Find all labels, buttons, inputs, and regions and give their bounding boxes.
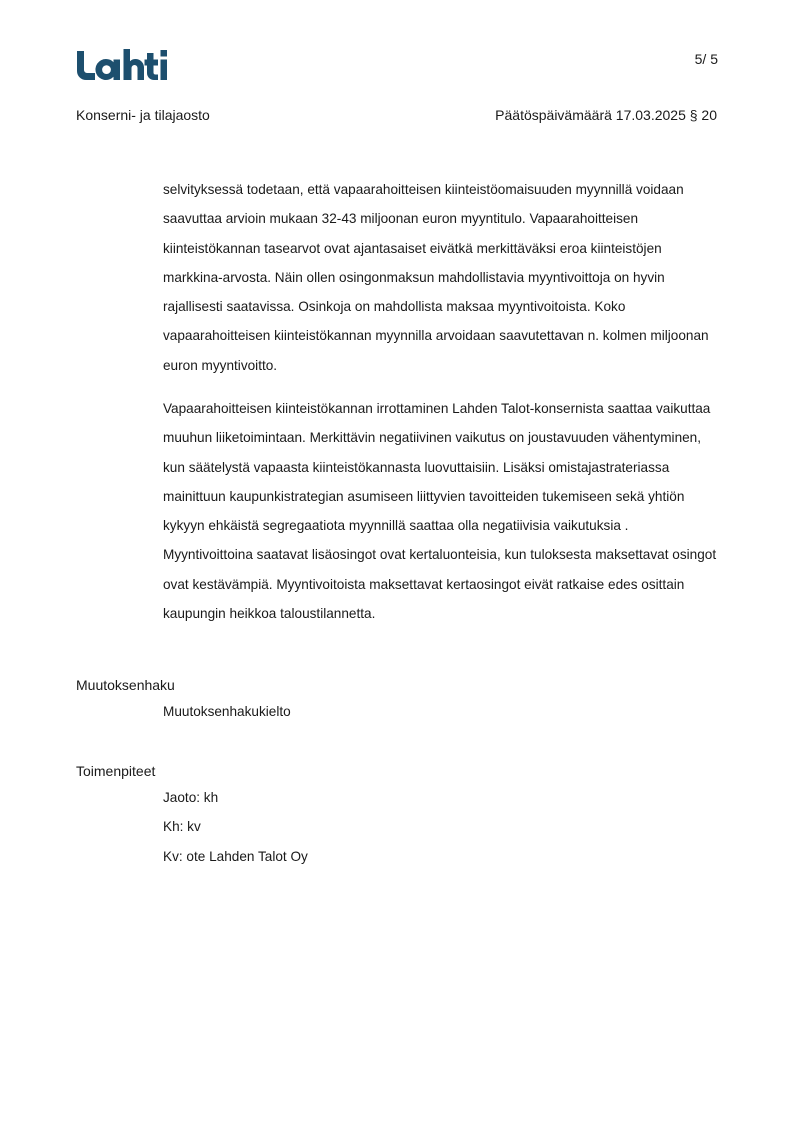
- toimenpide-item: Kh: kv: [163, 819, 201, 834]
- toimenpide-item: Jaoto: kh: [163, 790, 219, 805]
- muutoksenhaku-value: Muutoksenhakukielto: [163, 704, 291, 719]
- decision-date: Päätöspäivämäärä 17.03.2025 § 20: [495, 107, 717, 123]
- muutoksenhaku-heading: Muutoksenhaku: [76, 677, 175, 693]
- organ-name: Konserni- ja tilajaosto: [76, 107, 210, 123]
- body-paragraph-1: selvityksessä todetaan, että vapaarahoitteisen kiinteistöomaisuuden myynnillä voidaan saavuttaa arvioin mukaan 32-43 miljoonan euron myyntitulo. Vapaarahoitteisen kiinteistökannan tasearvot ovat ajantasaiset eivätkä merkittäväksi eroa kiinteistöjen markkina-arvosta. Näin ollen osingonmaksun mahdollistavia myyntivoittoja on hyvin rajallisesti saatavissa. Osinkoja on mahdollista maksaa myyntivoitoista. Koko vapaarahoitteisen kiinteistökannan myynnilla arvoidaan saavutettavan n. kolmen miljoonan euron myyntivoitto.: [163, 182, 709, 373]
- toimenpide-item: Kv: ote Lahden Talot Oy: [163, 849, 308, 864]
- body-paragraph-2: Vapaarahoitteisen kiinteistökannan irrottaminen Lahden Talot-konsernista saattaa vaikuttaa muuhun liiketoimintaan. Merkittävin negatiivinen vaikutus on joustavuuden vähentyminen, kun säätelystä vapaasta kiinteistökannasta luovuttaisiin. Lisäksi omistajastrateriassa mainittuun kaupunkistrategian asumiseen liittyvien tavoitteiden tukemiseen sekä yhtiön kykyyn ehkäistä segregaatiota myynnillä saattaa olla negatiivisia vaikutuksia . Myyntivoittoina saatavat lisäosingot ovat kertaluonteisia, kun tuloksesta maksettavat osingot ovat kestävämpiä. Myyntivoitoista maksettavat kertaosingot eivät ratkaise edes osittain kaupungin heikkoa taloustilannetta.: [163, 401, 717, 622]
- page-number: 5/ 5: [694, 51, 718, 67]
- lahti-logo: [76, 47, 168, 83]
- toimenpiteet-heading: Toimenpiteet: [76, 763, 156, 779]
